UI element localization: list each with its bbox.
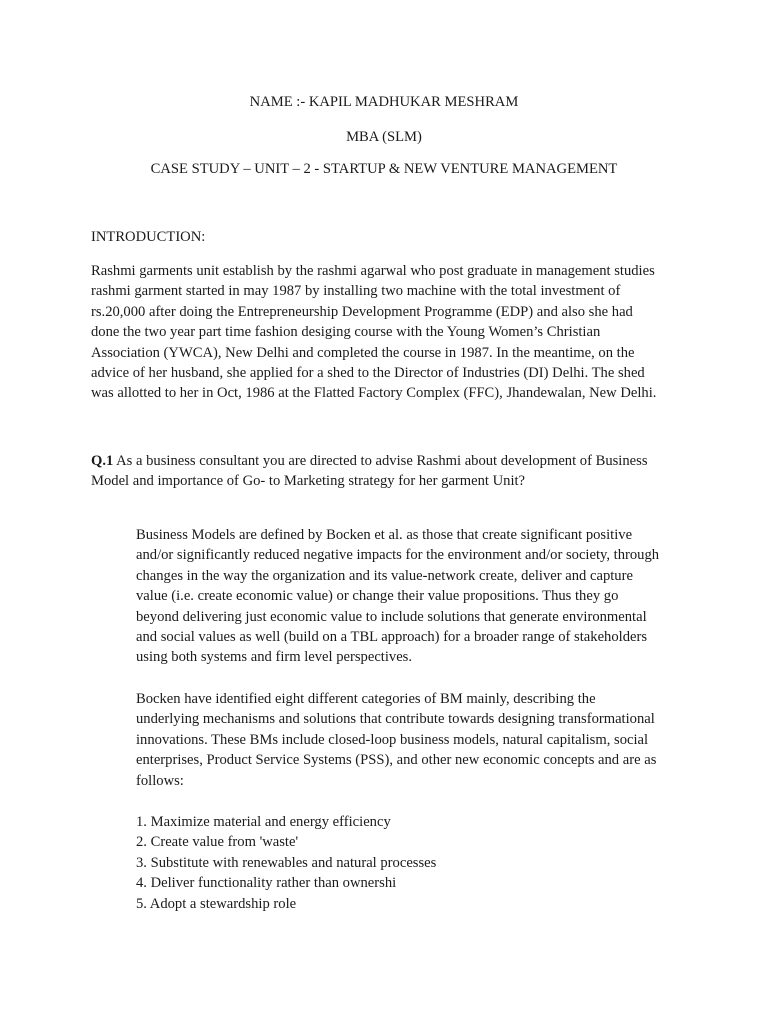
intro-line: advice of her husband, she applied for a shed to the Director of Industries (DI) Delhi. The shed xyxy=(91,365,645,382)
list-item: 5. Adopt a stewardship role xyxy=(136,895,297,912)
intro-line: rashmi garment started in may 1987 by installing two machine with the total investment of xyxy=(91,283,621,300)
intro-line: done the two year part time fashion desiging course with the Young Women’s Christian xyxy=(91,324,601,341)
answer-line: changes in the way the organization and its value-network create, deliver and capture xyxy=(136,567,633,584)
intro-line: Association (YWCA), New Delhi and completed the course in 1987. In the meantime, on the xyxy=(91,344,635,361)
answer-line: follows: xyxy=(136,772,184,789)
question-text: As a business consultant you are directed to advise Rashmi about development of Business xyxy=(113,453,648,469)
list-item: 1. Maximize material and energy efficiency xyxy=(136,814,391,830)
answer-paragraph-1 xyxy=(136,525,659,668)
list-item: 4. Deliver functionality rather than ownershi xyxy=(136,875,397,892)
answer-paragraph-2 xyxy=(136,689,656,791)
answer-line: using both systems and firm level perspectives. xyxy=(136,649,413,666)
bm-category-list xyxy=(136,812,436,914)
introduction-paragraph xyxy=(91,261,656,404)
answer-line: Bocken have identified eight different categories of BM mainly, describing the xyxy=(136,691,596,707)
answer-line: value (i.e. create economic value) or change their value propositions. Thus they go xyxy=(136,588,619,605)
answer-line: innovations. These BMs include closed-loop business models, natural capitalism, social xyxy=(136,731,649,748)
answer-line: enterprises, Product Service Systems (PSS), and other new economic concepts and are as xyxy=(136,752,657,769)
introduction-heading: INTRODUCTION: xyxy=(91,229,206,245)
question-text-line2: Model and importance of Go- to Marketing strategy for her garment Unit? xyxy=(91,473,526,490)
intro-line: was allotted to her in Oct, 1986 at the Flatted Factory Complex (FFC), Jhandewalan, New Delhi. xyxy=(91,385,657,402)
list-item: 3. Substitute with renewables and natural processes xyxy=(136,854,437,871)
intro-line: rs.20,000 after doing the Entrepreneurship Development Programme (EDP) and also she had xyxy=(91,303,633,320)
case-study-title: CASE STUDY – UNIT – 2 - STARTUP & NEW VENTURE MANAGEMENT xyxy=(150,161,618,177)
question-1 xyxy=(91,451,648,492)
answer-line: and/or significantly reduced negative impacts for the environment and/or society, through xyxy=(136,547,660,564)
question-label: Q.1 xyxy=(91,453,114,469)
answer-line: and social values as well (build on a TBL approach) for a broader range of stakeholders xyxy=(136,629,648,646)
program-line: MBA (SLM) xyxy=(346,129,422,145)
answer-line: Business Models are defined by Bocken et al. as those that create significant positive xyxy=(136,527,633,543)
name-line: NAME :- KAPIL MADHUKAR MESHRAM xyxy=(249,94,519,110)
answer-line: beyond delivering just economic value to include solutions that generate environmental xyxy=(136,608,647,625)
intro-line: Rashmi garments unit establish by the rashmi agarwal who post graduate in management studies xyxy=(91,263,655,279)
answer-line: underlying mechanisms and solutions that contribute towards designing transformational xyxy=(136,711,655,728)
list-item: 2. Create value from 'waste' xyxy=(136,834,299,851)
